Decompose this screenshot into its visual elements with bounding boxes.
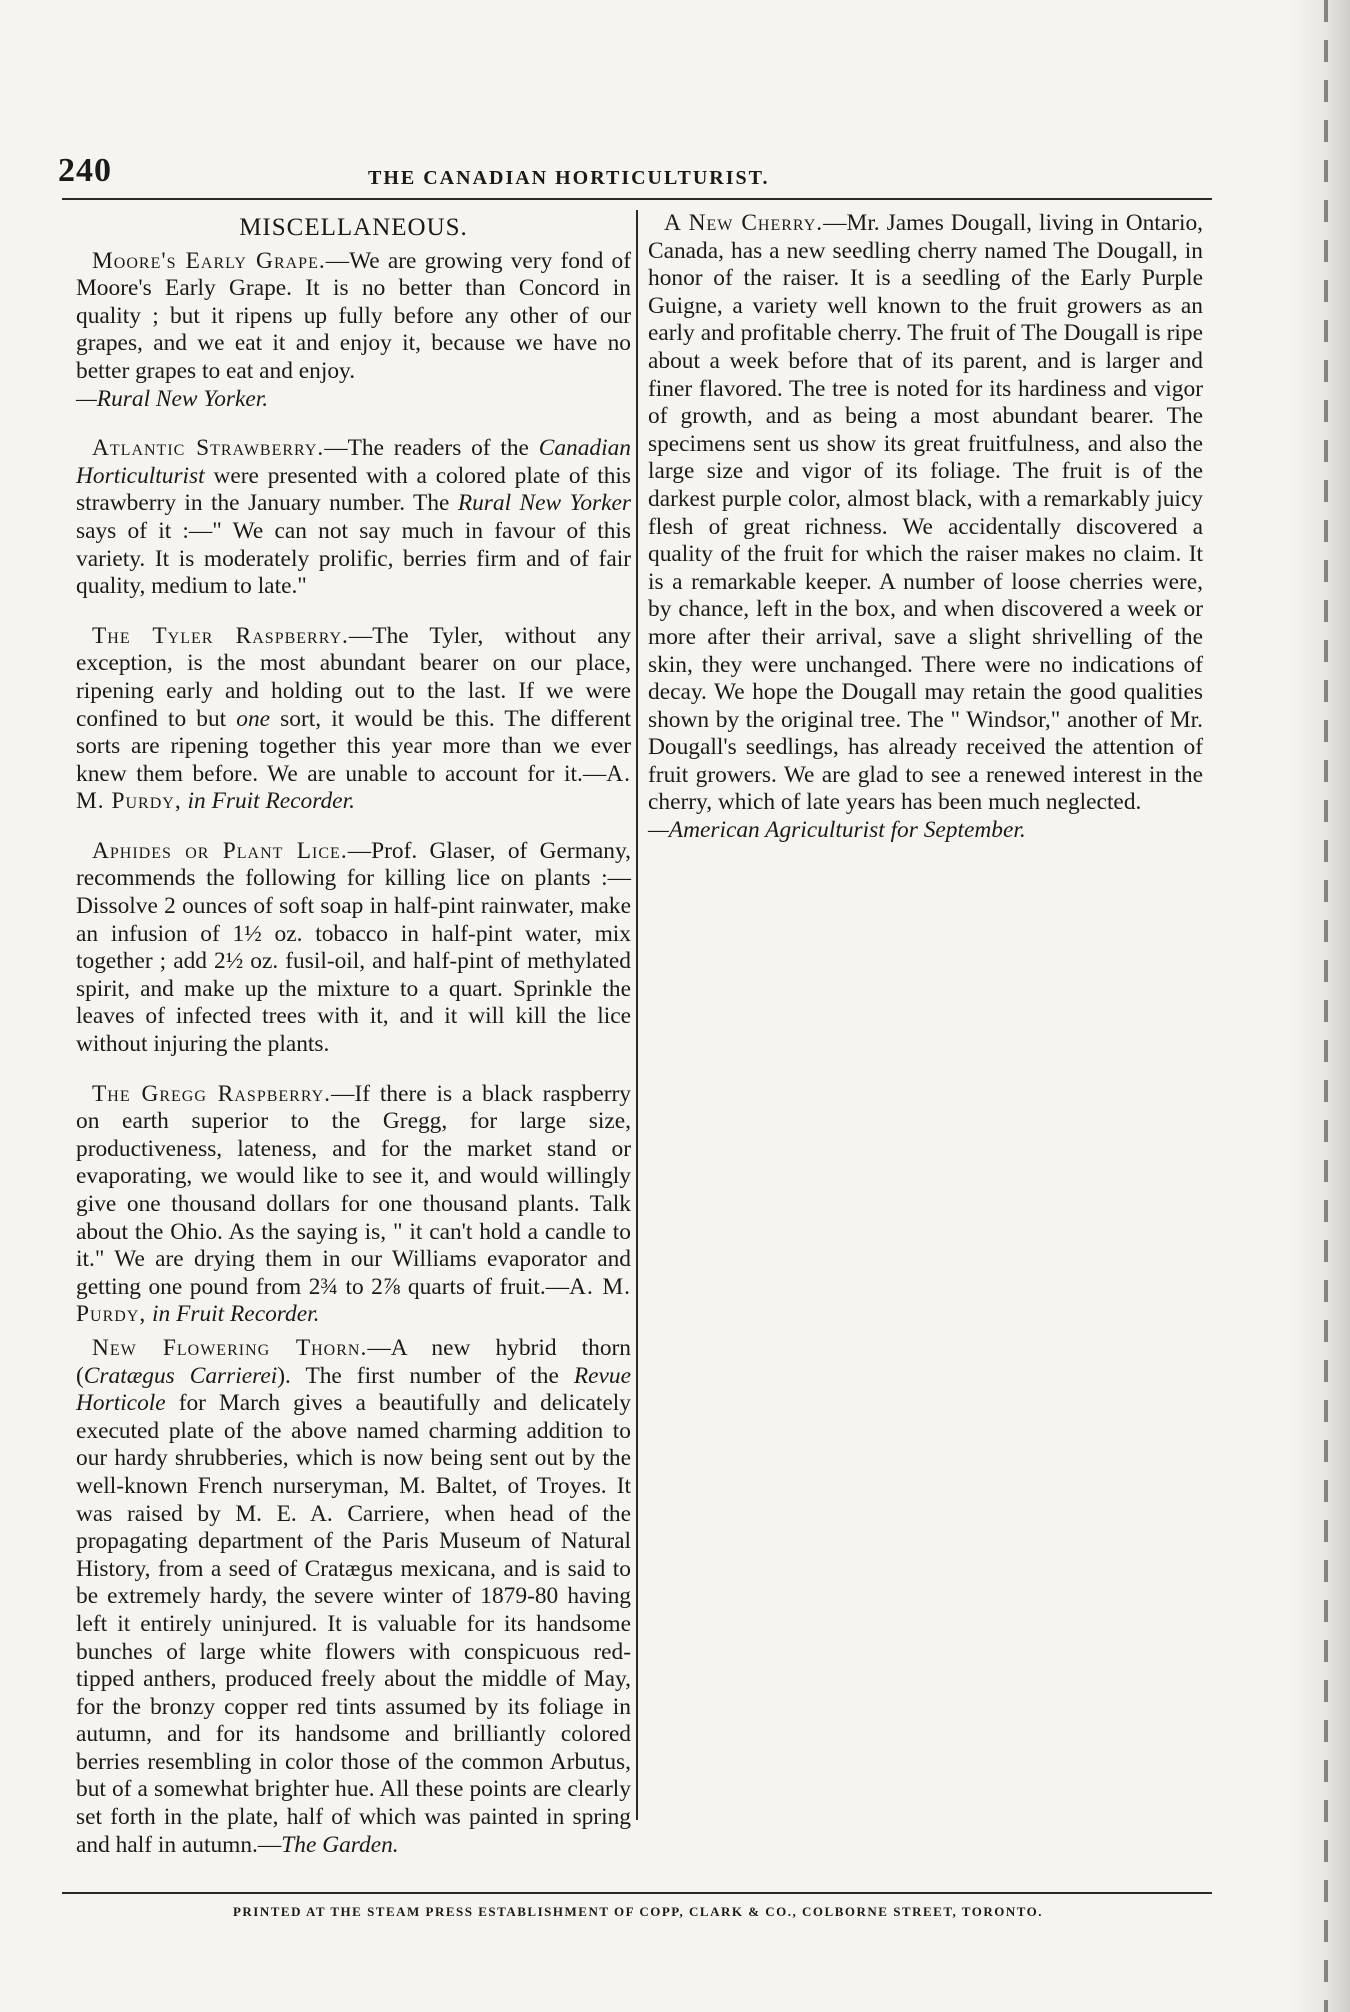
article-italic: Cratægus Carrierei	[83, 1362, 278, 1389]
article-body: —A new hybrid thorn (	[76, 1334, 631, 1389]
article-author: A. M. Purdy,	[76, 760, 631, 815]
article-italic: Canadian Horticulturist	[76, 435, 631, 489]
article-moores-early-grape	[76, 248, 631, 414]
article-tyler-raspberry	[76, 623, 631, 816]
article-body: for March gives a beautifully and delicately executed plate of the above named charming addition to our hardy shrubberies, which is now being sent out by the well-known French nurseryman, M. Baltet, of Troyes. It was raised by M. E. A. Carriere, when head of the propagating department of the Paris Museum of Natural History, from a seed of Cratægus mexicana, and is said to be extremely hardy, the severe winter of 1879-80 having left it entirely uninjured. It is valuable for its handsome bunches of large white flowers with conspicuous red-tipped anthers, produced freely about the middle of May, for the bronzy copper red tints assumed by its foliage in autumn, and for its handsome and brilliantly colored berries resembling in color those of the common Arbutus, but of a somewhat brighter hue. All these points are clearly set forth in the plate, half of which was painted in spring and half in autumn.—	[76, 1390, 631, 1858]
article-aphides	[76, 838, 631, 1059]
article-body: —If there is a black raspberry on earth superior to the Gregg, for large size, productiveness, lateness, and for the market stand or evaporating, we would like to see it, and would willingly give one thousand dollars for one thousand plants. Talk about the Ohio. As the saying is, " it can't hold a candle to it." We are drying them in our Williams evaporator and getting one pound from 2¾ to 2⅞ quarts of fruit.—	[76, 1080, 631, 1300]
article-body: sort, it would be this. The different sorts are ripening together this year more than we ever knew them before. We are unable to account for it.—	[76, 705, 631, 787]
article-gregg-raspberry	[76, 1081, 631, 1329]
right-column	[648, 210, 1203, 867]
article-heading: The Gregg Raspberry.	[92, 1080, 332, 1107]
article-italic: Rural New Yorker	[457, 490, 631, 517]
section-title: MISCELLANEOUS.	[239, 214, 468, 241]
article-italic: one	[236, 705, 271, 732]
header-rule	[62, 198, 1212, 200]
article-body: —The Tyler, without any exception, is the most abundant bearer on our place, ripening early and holding out to the last. If we were confined to but	[76, 622, 631, 732]
article-heading: New Flowering Thorn.	[92, 1334, 368, 1361]
article-body: says of it :—" We can not say much in favour of this variety. It is moderately prolific, berries firm and of fair quality, medium to late."	[76, 517, 631, 600]
page-number: 240	[58, 152, 112, 189]
article-atlantic-strawberry	[76, 435, 631, 601]
page-edge-shadow	[1290, 0, 1350, 2012]
running-title: THE CANADIAN HORTICULTURIST.	[368, 167, 770, 189]
article-heading: A New Cherry.	[664, 210, 824, 236]
article-heading: Atlantic Strawberry.	[92, 435, 325, 462]
article-source: —Rural New Yorker.	[76, 385, 269, 412]
columns	[58, 210, 1218, 1858]
article-italic: Revue Horticole	[76, 1362, 631, 1417]
article-new-cherry	[648, 210, 1203, 845]
article-body: ). The first number of the	[277, 1362, 574, 1389]
article-source: in Fruit Recorder.	[181, 788, 355, 815]
imprint-footer: PRINTED AT THE STEAM PRESS ESTABLISHMENT OF COPP, CLARK & CO., COLBORNE STREET, TORONTO.	[232, 1904, 1044, 1919]
article-source: in Fruit Recorder.	[146, 1301, 320, 1328]
article-body: —The readers of the	[324, 435, 539, 462]
article-body: —Prof. Glaser, of Germany, recommends the following for killing lice on plants :—Dissolve 2 ounces of soft soap in half-pint rainwater, make an infusion of 1½ oz. tobacco in half-pint water, mix together ; add 2½ oz. fusil-oil, and half-pint of methylated spirit, and make up the mixture to a quart. Sprinkle the leaves of infected trees with it, and it will kill the lice without injuring the plants.	[76, 837, 631, 1058]
page	[58, 140, 1218, 1919]
binding-edge	[1324, 0, 1328, 2012]
article-heading: Aphides or Plant Lice.	[92, 837, 348, 864]
article-source: —American Agriculturist for September.	[648, 817, 1026, 844]
footer-rule	[62, 1892, 1212, 1894]
left-column	[76, 210, 631, 1881]
article-body: —Mr. James Dougall, living in Ontario, Canada, has a new seedling cherry named The Dougall, in honor of the raiser. It is a seedling of the Early Purple Guigne, a variety well known to the fruit growers as an early and profitable cherry. The fruit of The Dougall is ripe about a week before that of its parent, and is larger and finer flavored. The tree is noted for its hardiness and vigor of growth, and as being a most abundant bearer. The specimens sent us show its great fruitfulness, and also the large size and vigor of its foliage. The fruit is of the darkest purple color, almost black, with a remarkably juicy flesh of great richness. We accidentally discovered a quality of the fruit for which the raiser makes no claim. It is a remarkable keeper. A number of loose cherries were, by chance, left in the box, and when discovered a week or more after their arrival, save a slight shrivelling of the skin, they were unchanged. There were no indications of decay. We hope the Dougall may retain the good qualities shown by the original tree. The " Windsor," another of Mr. Dougall's seedlings, has already received the attention of fruit growers. We are glad to see a renewed interest in the cherry, which of late years has been much neglected.	[648, 210, 1203, 816]
article-heading: The Tyler Raspberry.	[92, 622, 349, 649]
article-heading: Moore's Early Grape.	[92, 247, 326, 274]
article-body: were presented with a colored plate of this strawberry in the January number. The	[76, 462, 631, 517]
page-header	[58, 140, 1218, 190]
article-author: A. M. Purdy,	[76, 1273, 632, 1328]
article-flowering-thorn	[76, 1335, 631, 1859]
article-body: —We are growing very fond of Moore's Early Grape. It is no better than Concord in quality ; but it ripens up fully before any other of our grapes, and we eat it and enjoy it, because we have no better grapes to eat and enjoy.	[76, 247, 631, 384]
column-divider	[636, 210, 638, 1820]
article-source: The Garden.	[281, 1831, 399, 1858]
